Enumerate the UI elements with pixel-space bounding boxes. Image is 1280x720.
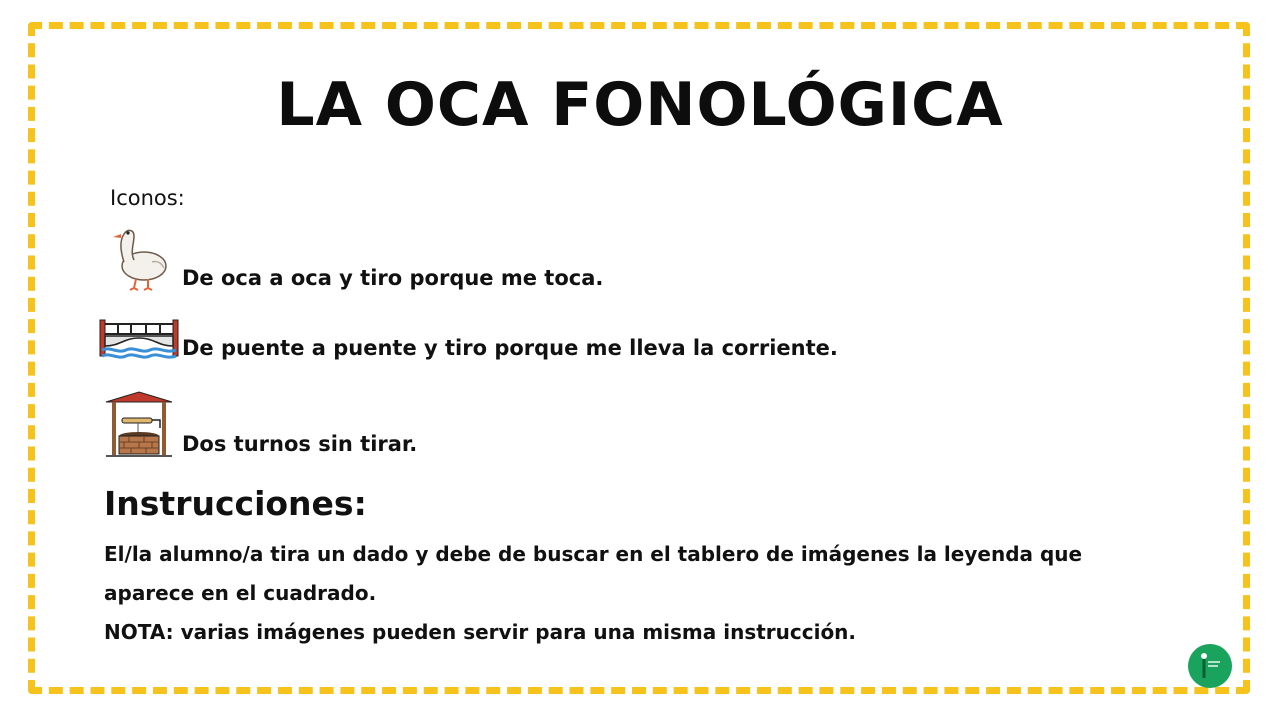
instructions-heading: Instrucciones: xyxy=(104,484,367,523)
instructions-note: NOTA: varias imágenes pueden servir para una misma instrucción. xyxy=(104,620,857,644)
bridge-rule-text: De puente a puente y tiro porque me lleva la corriente. xyxy=(182,336,838,360)
well-rule-text: Dos turnos sin tirar. xyxy=(182,432,418,456)
brand-logo-icon xyxy=(1188,644,1232,688)
icon-row-well xyxy=(96,390,417,458)
goose-icon xyxy=(96,222,182,292)
icons-label: Iconos: xyxy=(110,186,185,210)
instructions-line-1: El/la alumno/a tira un dado y debe de buscar en el tablero de imágenes la leyenda que xyxy=(104,542,1083,566)
icon-row-goose xyxy=(96,222,603,292)
instructions-line-2: aparece en el cuadrado. xyxy=(104,581,377,605)
goose-rule-text: De oca a oca y tiro porque me toca. xyxy=(182,266,604,290)
well-icon xyxy=(96,390,182,458)
page-title: LA OCA FONOLÓGICA xyxy=(276,70,1004,140)
bridge-icon xyxy=(96,316,182,362)
icon-row-bridge xyxy=(96,316,838,362)
